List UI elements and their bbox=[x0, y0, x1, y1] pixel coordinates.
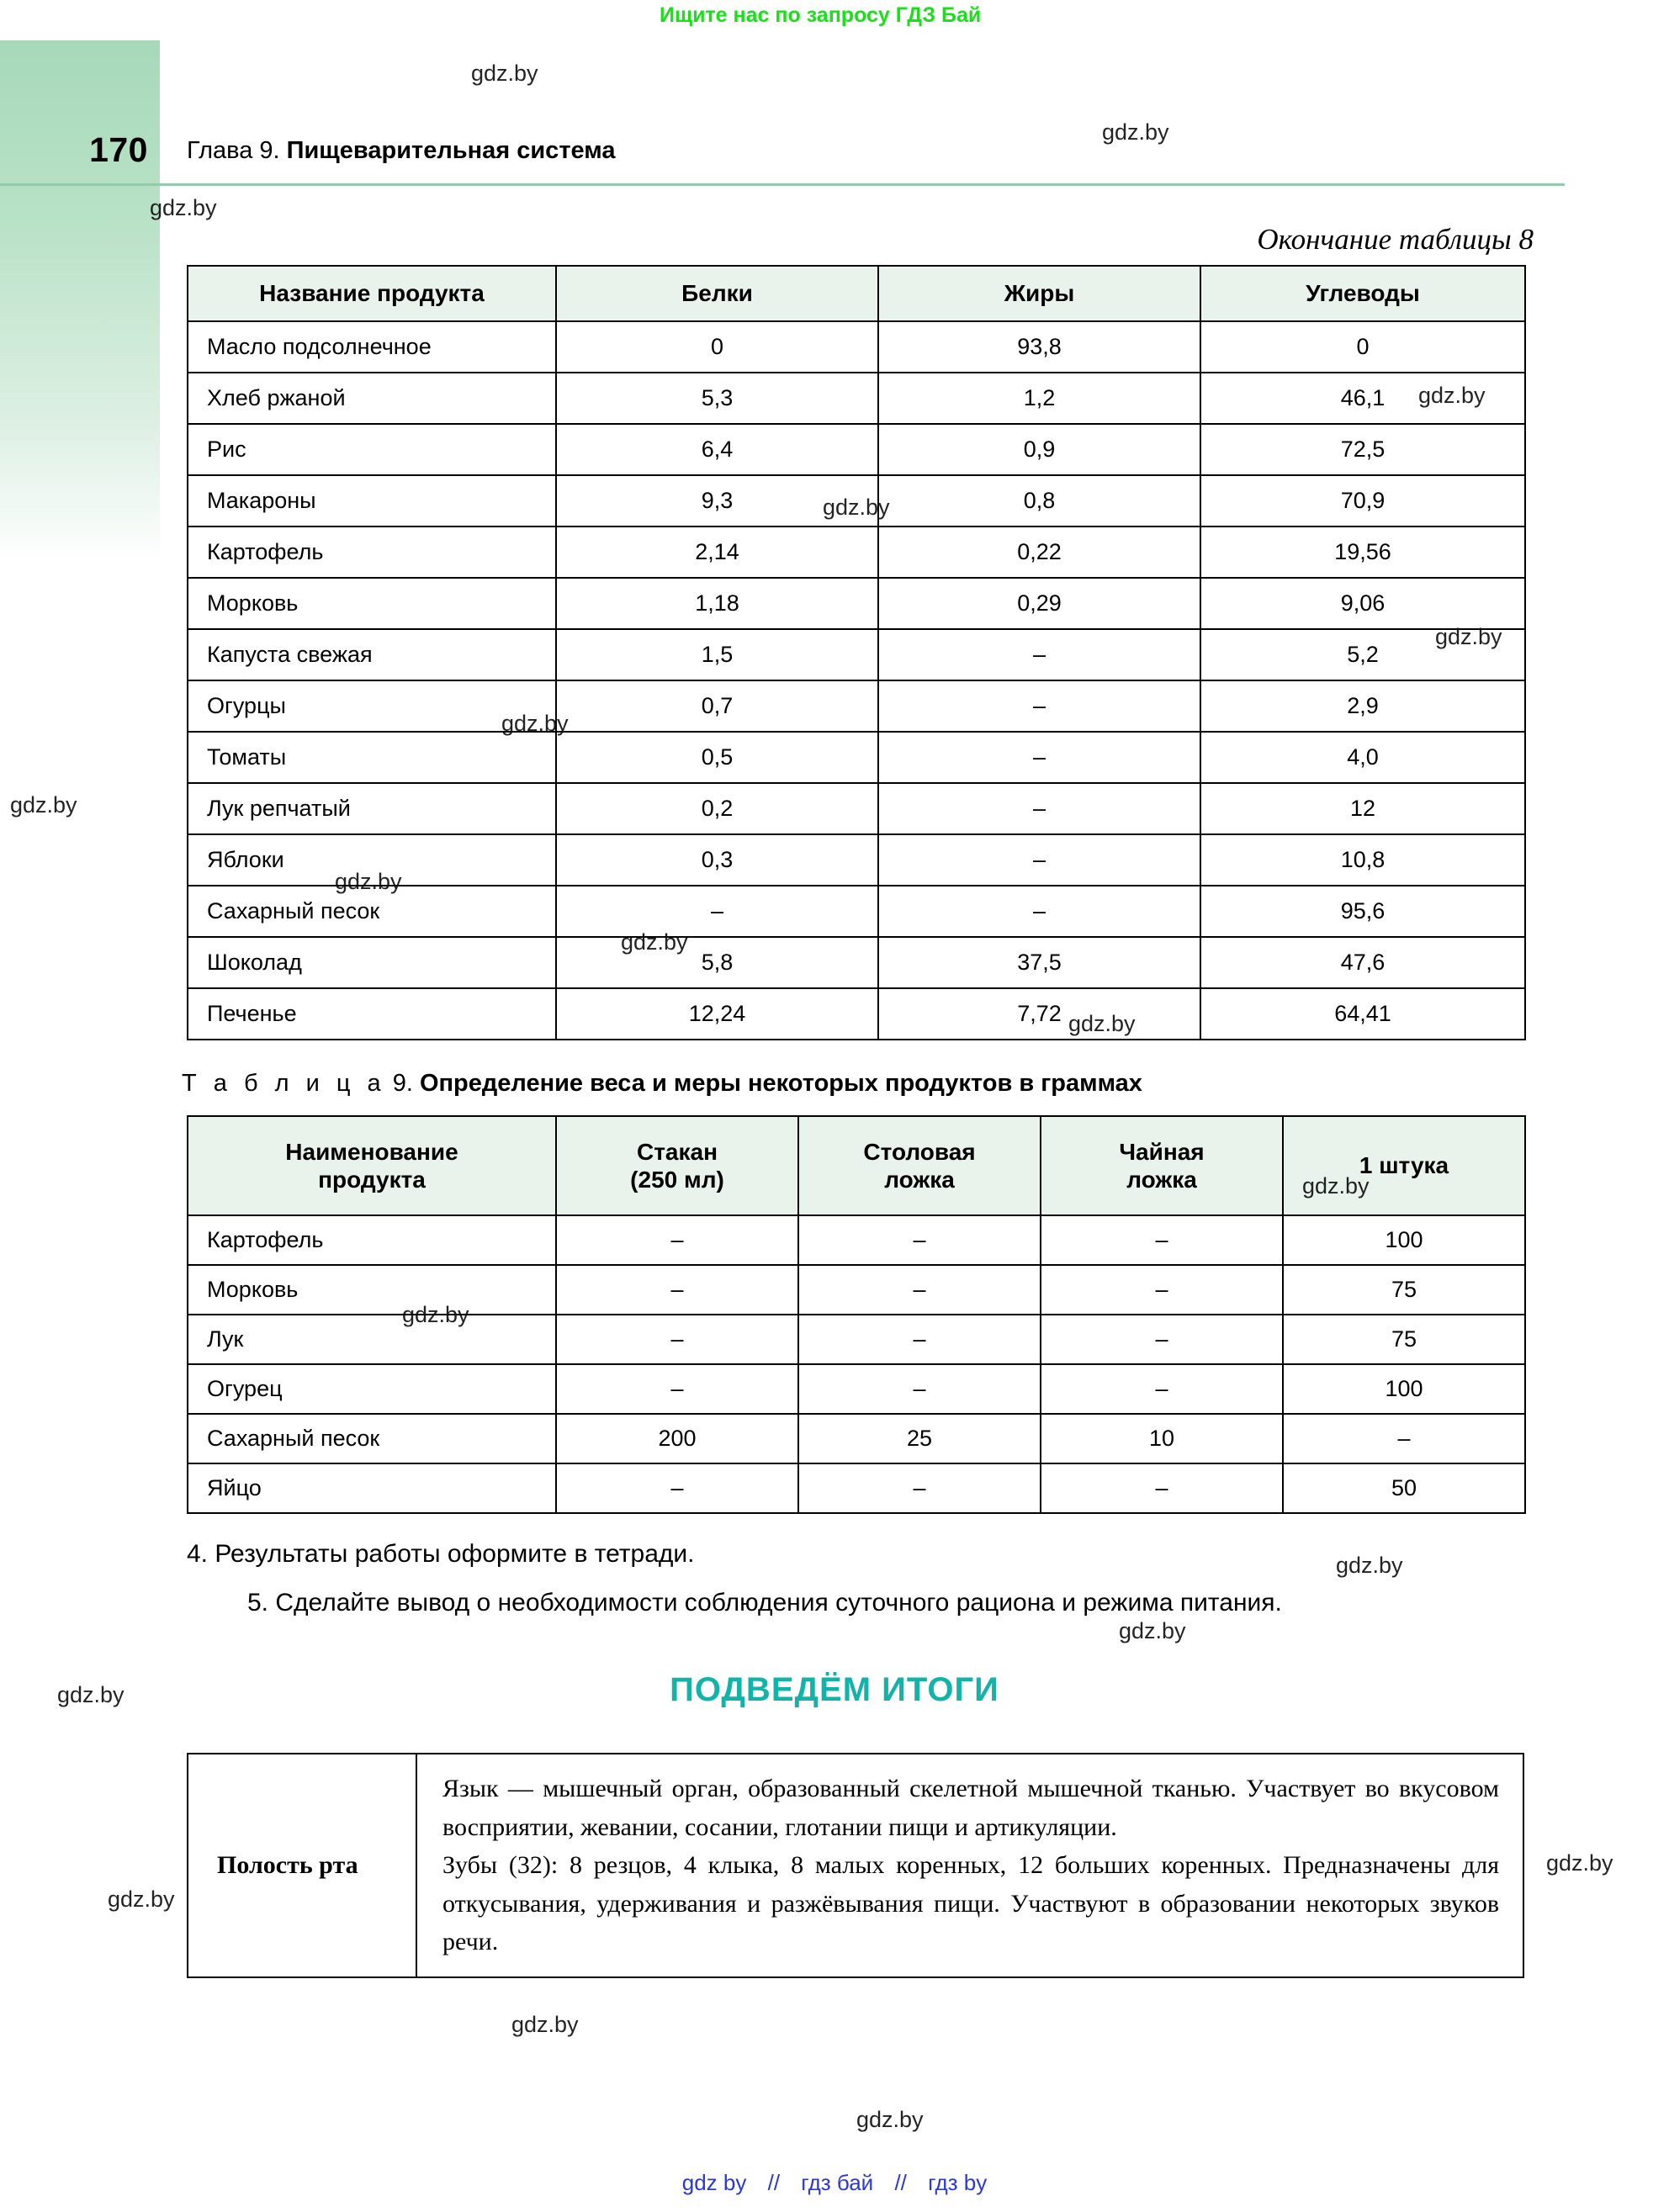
table9-caption-title: Определение веса и меры некоторых продуктов в граммах bbox=[419, 1070, 1142, 1097]
cell-value: 9,06 bbox=[1200, 578, 1525, 629]
table-nutrient-values bbox=[187, 265, 1526, 1040]
cell-value: 10 bbox=[1041, 1414, 1283, 1463]
cell-value: – bbox=[798, 1364, 1041, 1414]
cell-value: 9,3 bbox=[556, 475, 878, 527]
cell-value: 5,8 bbox=[556, 937, 878, 988]
cell-product-name: Морковь bbox=[188, 578, 556, 629]
cell-value: 2,14 bbox=[556, 527, 878, 578]
table-row bbox=[188, 527, 1525, 578]
watermark-gdz: gdz.by bbox=[1336, 1553, 1403, 1578]
cell-value: 64,41 bbox=[1200, 988, 1525, 1040]
cell-value: 100 bbox=[1283, 1364, 1525, 1414]
table-row bbox=[188, 1215, 1525, 1265]
cell-product-name: Шоколад bbox=[188, 937, 556, 988]
cell-value: 4,0 bbox=[1200, 732, 1525, 783]
cell-product-name: Яйцо bbox=[188, 1463, 556, 1513]
cell-value: 12 bbox=[1200, 783, 1525, 834]
column-header-tablespoon bbox=[798, 1116, 1041, 1215]
cell-value: – bbox=[1041, 1215, 1283, 1265]
cell-value: – bbox=[556, 1315, 798, 1364]
cell-value: 0,22 bbox=[878, 527, 1200, 578]
column-header-one-piece bbox=[1283, 1116, 1525, 1215]
cell-product-name: Сахарный песок bbox=[188, 886, 556, 937]
cell-value: 0,5 bbox=[556, 732, 878, 783]
table-row bbox=[188, 578, 1525, 629]
header-line: Наименование bbox=[285, 1138, 458, 1165]
table-row bbox=[188, 937, 1525, 988]
cell-product-name: Лук репчатый bbox=[188, 783, 556, 834]
footer-link-gdz-by[interactable]: gdz by bbox=[681, 2170, 747, 2195]
watermark-gdz: gdz.by bbox=[1418, 383, 1486, 408]
chapter-title: Пищеварительная система bbox=[286, 137, 616, 164]
summary-paragraph-tongue: Язык — мышечный орган, образованный скелетной мышечной тканью. Участвует во вкусовом восприятии, жевании, сосании, глотании пищи и артикуляции. bbox=[442, 1775, 1499, 1841]
table-row bbox=[188, 1414, 1525, 1463]
cell-value: – bbox=[556, 1215, 798, 1265]
cell-product-name: Рис bbox=[188, 424, 556, 475]
footer-separator: // bbox=[767, 2170, 781, 2195]
cell-value: 75 bbox=[1283, 1315, 1525, 1364]
cell-value: 0,7 bbox=[556, 680, 878, 732]
watermark-gdz: gdz.by bbox=[511, 2012, 579, 2037]
cell-value: – bbox=[798, 1315, 1041, 1364]
column-header-product-name bbox=[188, 1116, 556, 1215]
task-item-4: 4. Результаты работы оформите в тетради. bbox=[187, 1540, 695, 1568]
table-row bbox=[188, 373, 1525, 424]
watermark-gdz: gdz.by bbox=[1546, 1850, 1613, 1876]
watermark-gdz: gdz.by bbox=[1102, 119, 1169, 145]
table-row bbox=[188, 1364, 1525, 1414]
table-row bbox=[188, 988, 1525, 1040]
table-summary-oral-cavity bbox=[187, 1753, 1524, 1978]
cell-value: – bbox=[878, 783, 1200, 834]
watermark-gdz: gdz.by bbox=[1302, 1173, 1370, 1199]
cell-value: – bbox=[556, 886, 878, 937]
cell-product-name: Морковь bbox=[188, 1265, 556, 1315]
cell-product-name: Макароны bbox=[188, 475, 556, 527]
footer-link-gdz-by-ru[interactable]: гдз by bbox=[928, 2170, 988, 2195]
table-row bbox=[188, 1463, 1525, 1513]
table-header-row bbox=[188, 266, 1525, 321]
cell-product-name: Картофель bbox=[188, 527, 556, 578]
cell-value: 5,2 bbox=[1200, 629, 1525, 680]
cell-value: 0,29 bbox=[878, 578, 1200, 629]
cell-product-name: Капуста свежая bbox=[188, 629, 556, 680]
cell-product-name: Лук bbox=[188, 1315, 556, 1364]
cell-value: 1,5 bbox=[556, 629, 878, 680]
cell-value: 0,3 bbox=[556, 834, 878, 886]
cell-value: – bbox=[1041, 1265, 1283, 1315]
header-line: ложка bbox=[1126, 1167, 1197, 1193]
cell-value: 100 bbox=[1283, 1215, 1525, 1265]
cell-value: 46,1 bbox=[1200, 373, 1525, 424]
watermark-gdz: gdz.by bbox=[57, 1682, 125, 1707]
cell-value: 0,8 bbox=[878, 475, 1200, 527]
header-line: 1 штука bbox=[1359, 1152, 1449, 1179]
summary-paragraph-teeth: Зубы (32): 8 резцов, 4 клыка, 8 малых коренных, 12 больших коренных. Предназначены для откусывания, удерживания и разжёвывания пищи. Участвуют в образовании некоторых звуков речи. bbox=[442, 1851, 1499, 1956]
table-row bbox=[188, 783, 1525, 834]
watermark-gdz: gdz.by bbox=[402, 1302, 469, 1327]
watermark-gdz: gdz.by bbox=[621, 929, 688, 955]
column-header-fats: Жиры bbox=[878, 266, 1200, 321]
decorative-green-band bbox=[0, 40, 160, 562]
cell-value: 0 bbox=[1200, 321, 1525, 373]
header-line: Стакан bbox=[636, 1138, 718, 1165]
cell-value: 5,3 bbox=[556, 373, 878, 424]
watermark-gdz: gdz.by bbox=[150, 195, 217, 220]
header-line: ложка bbox=[884, 1167, 955, 1193]
table-row bbox=[188, 321, 1525, 373]
cell-value: – bbox=[878, 732, 1200, 783]
cell-value: – bbox=[556, 1463, 798, 1513]
table-row bbox=[188, 732, 1525, 783]
table9-caption bbox=[182, 1070, 1142, 1098]
cell-value: – bbox=[878, 629, 1200, 680]
cell-product-name: Масло подсолнечное bbox=[188, 321, 556, 373]
chapter-prefix: Глава 9. bbox=[187, 137, 280, 164]
header-line: продукта bbox=[318, 1167, 426, 1193]
cell-product-name: Печенье bbox=[188, 988, 556, 1040]
cell-value: 10,8 bbox=[1200, 834, 1525, 886]
watermark-gdz: gdz.by bbox=[823, 495, 890, 520]
cell-value: 50 bbox=[1283, 1463, 1525, 1513]
table-header-row bbox=[188, 1116, 1525, 1215]
cell-value: – bbox=[1041, 1315, 1283, 1364]
cell-value: 1,18 bbox=[556, 578, 878, 629]
cell-value: – bbox=[798, 1463, 1041, 1513]
header-line: Чайная bbox=[1119, 1138, 1205, 1165]
cell-value: 200 bbox=[556, 1414, 798, 1463]
cell-product-name: Огурцы bbox=[188, 680, 556, 732]
table-row bbox=[188, 629, 1525, 680]
page-title bbox=[187, 137, 615, 165]
header-divider bbox=[0, 183, 1565, 186]
column-header-glass bbox=[556, 1116, 798, 1215]
table9-caption-number: 9. bbox=[392, 1070, 413, 1097]
cell-product-name: Яблоки bbox=[188, 834, 556, 886]
cell-value: – bbox=[878, 886, 1200, 937]
table-row bbox=[188, 1315, 1525, 1364]
watermark-gdz: gdz.by bbox=[335, 869, 402, 894]
watermark-gdz: gdz.by bbox=[108, 1887, 175, 1912]
cell-value: – bbox=[878, 680, 1200, 732]
header-line: Столовая bbox=[863, 1138, 976, 1165]
cell-value: – bbox=[798, 1215, 1041, 1265]
section-heading-summary: ПОДВЕДЁМ ИТОГИ bbox=[670, 1671, 999, 1708]
cell-value: 25 bbox=[798, 1414, 1041, 1463]
watermark-gdz: gdz.by bbox=[856, 2107, 924, 2132]
cell-value: 12,24 bbox=[556, 988, 878, 1040]
cell-value: 2,9 bbox=[1200, 680, 1525, 732]
header-line: (250 мл) bbox=[630, 1167, 724, 1193]
column-header-carbs: Углеводы bbox=[1200, 266, 1525, 321]
watermark-promo-text: Ищите нас по запросу ГДЗ Бай bbox=[660, 3, 982, 27]
cell-product-name: Хлеб ржаной bbox=[188, 373, 556, 424]
cell-product-name: Сахарный песок bbox=[188, 1414, 556, 1463]
watermark-gdz: gdz.by bbox=[501, 711, 569, 736]
cell-product-name: Картофель bbox=[188, 1215, 556, 1265]
summary-row-label: Полость рта bbox=[188, 1754, 416, 1977]
cell-value: 6,4 bbox=[556, 424, 878, 475]
cell-value: 1,2 bbox=[878, 373, 1200, 424]
cell-value: 70,9 bbox=[1200, 475, 1525, 527]
task-item-5: 5. Сделайте вывод о необходимости соблюдения суточного рациона и режима питания. bbox=[247, 1589, 1282, 1617]
column-header-product: Название продукта bbox=[188, 266, 556, 321]
column-header-proteins: Белки bbox=[556, 266, 878, 321]
table-row bbox=[188, 1754, 1523, 1977]
footer-separator: // bbox=[894, 2170, 907, 2195]
cell-value: 0 bbox=[556, 321, 878, 373]
table-row bbox=[188, 1265, 1525, 1315]
table9-caption-prefix: Т а б л и ц а bbox=[182, 1070, 386, 1097]
cell-value: – bbox=[556, 1364, 798, 1414]
cell-value: – bbox=[798, 1265, 1041, 1315]
footer-link-gdz-bai[interactable]: гдз бай bbox=[801, 2170, 874, 2195]
footer-links bbox=[0, 2170, 1669, 2196]
table8-continuation-caption: Окончание таблицы 8 bbox=[1257, 223, 1534, 256]
cell-product-name: Огурец bbox=[188, 1364, 556, 1414]
watermark-gdz: gdz.by bbox=[1119, 1618, 1186, 1643]
cell-value: 7,72 bbox=[878, 988, 1200, 1040]
cell-value: 37,5 bbox=[878, 937, 1200, 988]
cell-value: 93,8 bbox=[878, 321, 1200, 373]
cell-product-name: Томаты bbox=[188, 732, 556, 783]
cell-value: 19,56 bbox=[1200, 527, 1525, 578]
table-row bbox=[188, 424, 1525, 475]
table-row bbox=[188, 680, 1525, 732]
cell-value: – bbox=[1283, 1414, 1525, 1463]
cell-value: – bbox=[1041, 1463, 1283, 1513]
cell-value: – bbox=[878, 834, 1200, 886]
summary-row-body bbox=[416, 1754, 1523, 1977]
cell-value: 72,5 bbox=[1200, 424, 1525, 475]
column-header-teaspoon bbox=[1041, 1116, 1283, 1215]
watermark-gdz: gdz.by bbox=[10, 792, 77, 818]
watermark-gdz: gdz.by bbox=[1435, 624, 1502, 649]
watermark-gdz: gdz.by bbox=[1068, 1011, 1136, 1036]
cell-value: 0,2 bbox=[556, 783, 878, 834]
watermark-gdz: gdz.by bbox=[471, 61, 538, 86]
cell-value: – bbox=[556, 1265, 798, 1315]
cell-value: 0,9 bbox=[878, 424, 1200, 475]
cell-value: 47,6 bbox=[1200, 937, 1525, 988]
cell-value: – bbox=[1041, 1364, 1283, 1414]
page-number: 170 bbox=[89, 130, 148, 169]
cell-value: 75 bbox=[1283, 1265, 1525, 1315]
cell-value: 95,6 bbox=[1200, 886, 1525, 937]
